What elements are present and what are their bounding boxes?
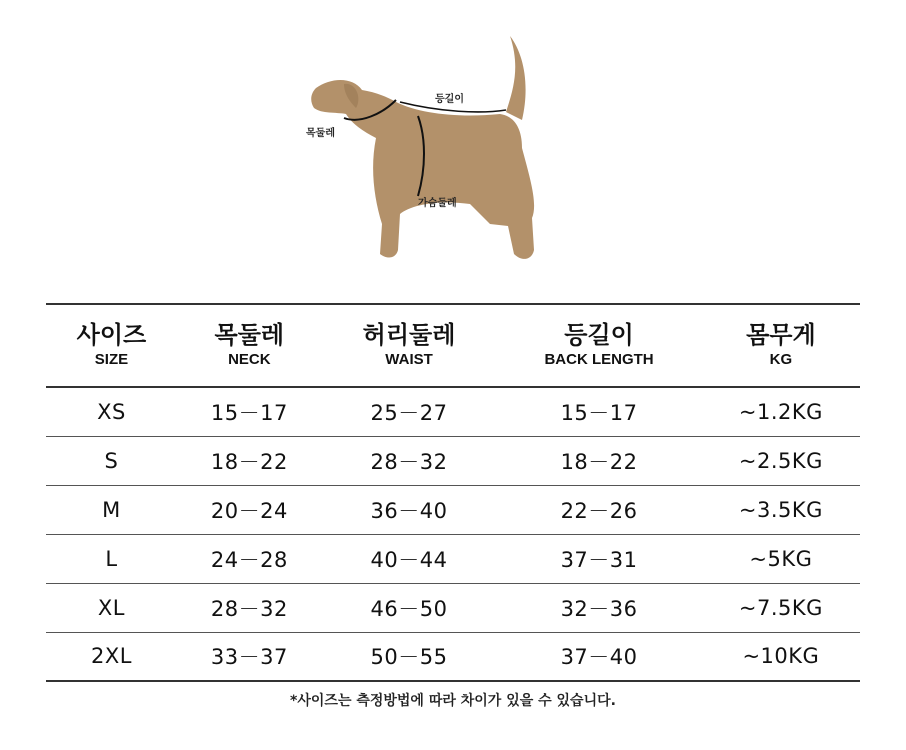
cell-neck: 15－17: [210, 400, 288, 425]
cell-size: 2XL: [90, 644, 132, 669]
cell-neck: 18－22: [210, 449, 288, 474]
table-row: [46, 534, 860, 583]
header-weight: 몸무게 KG: [746, 320, 816, 368]
cell-weight: ~7.5KG: [738, 595, 823, 620]
table-header-row: [46, 304, 860, 387]
size-note: *사이즈는 측정방법에 따라 차이가 있을 수 있습니다.: [290, 693, 616, 709]
header-waist: 허리둘레 WAIST: [362, 320, 456, 368]
cell-neck: 33－37: [210, 645, 288, 670]
cell-weight: ~10KG: [742, 644, 820, 669]
cell-weight: ~3.5KG: [738, 497, 823, 522]
cell-waist: 25－27: [370, 400, 448, 425]
table-row: [46, 632, 860, 681]
cell-neck: 24－28: [210, 547, 288, 572]
cell-size: M: [102, 497, 121, 522]
table-row: [46, 583, 860, 632]
cell-back-length: 32－36: [560, 596, 638, 621]
cell-size: XS: [97, 399, 126, 424]
cell-waist: 28－32: [370, 449, 448, 474]
cell-neck: 28－32: [210, 596, 288, 621]
cell-back-length: 18－22: [560, 449, 638, 474]
cell-back-length: 37－31: [560, 547, 638, 572]
cell-weight: ~1.2KG: [738, 399, 823, 424]
cell-weight: ~2.5KG: [738, 448, 823, 473]
cell-waist: 36－40: [370, 498, 448, 523]
header-back-length: 등길이 BACK LENGTH: [544, 320, 654, 368]
dog-silhouette-icon: [300, 28, 560, 268]
table-row: [46, 387, 860, 436]
cell-waist: 46－50: [370, 596, 448, 621]
cell-waist: 40－44: [370, 547, 448, 572]
neck-label: 목둘레: [306, 128, 335, 139]
dog-measurement-diagram: [300, 28, 560, 268]
table-row: [46, 485, 860, 534]
cell-weight: ~5KG: [749, 546, 813, 571]
size-chart-table: [46, 303, 860, 682]
cell-size: S: [104, 448, 119, 473]
cell-back-length: 15－17: [560, 400, 638, 425]
cell-neck: 20－24: [210, 498, 288, 523]
table-row: [46, 436, 860, 485]
header-neck: 목둘레 NECK: [214, 320, 285, 368]
cell-back-length: 37－40: [560, 645, 638, 670]
chest-label: 가슴둘레: [418, 198, 457, 209]
cell-waist: 50－55: [370, 645, 448, 670]
cell-size: L: [105, 546, 118, 571]
cell-size: XL: [97, 595, 125, 620]
header-size: 사이즈 SIZE: [76, 320, 147, 368]
back-length-label: 등길이: [435, 94, 464, 105]
cell-back-length: 22－26: [560, 498, 638, 523]
